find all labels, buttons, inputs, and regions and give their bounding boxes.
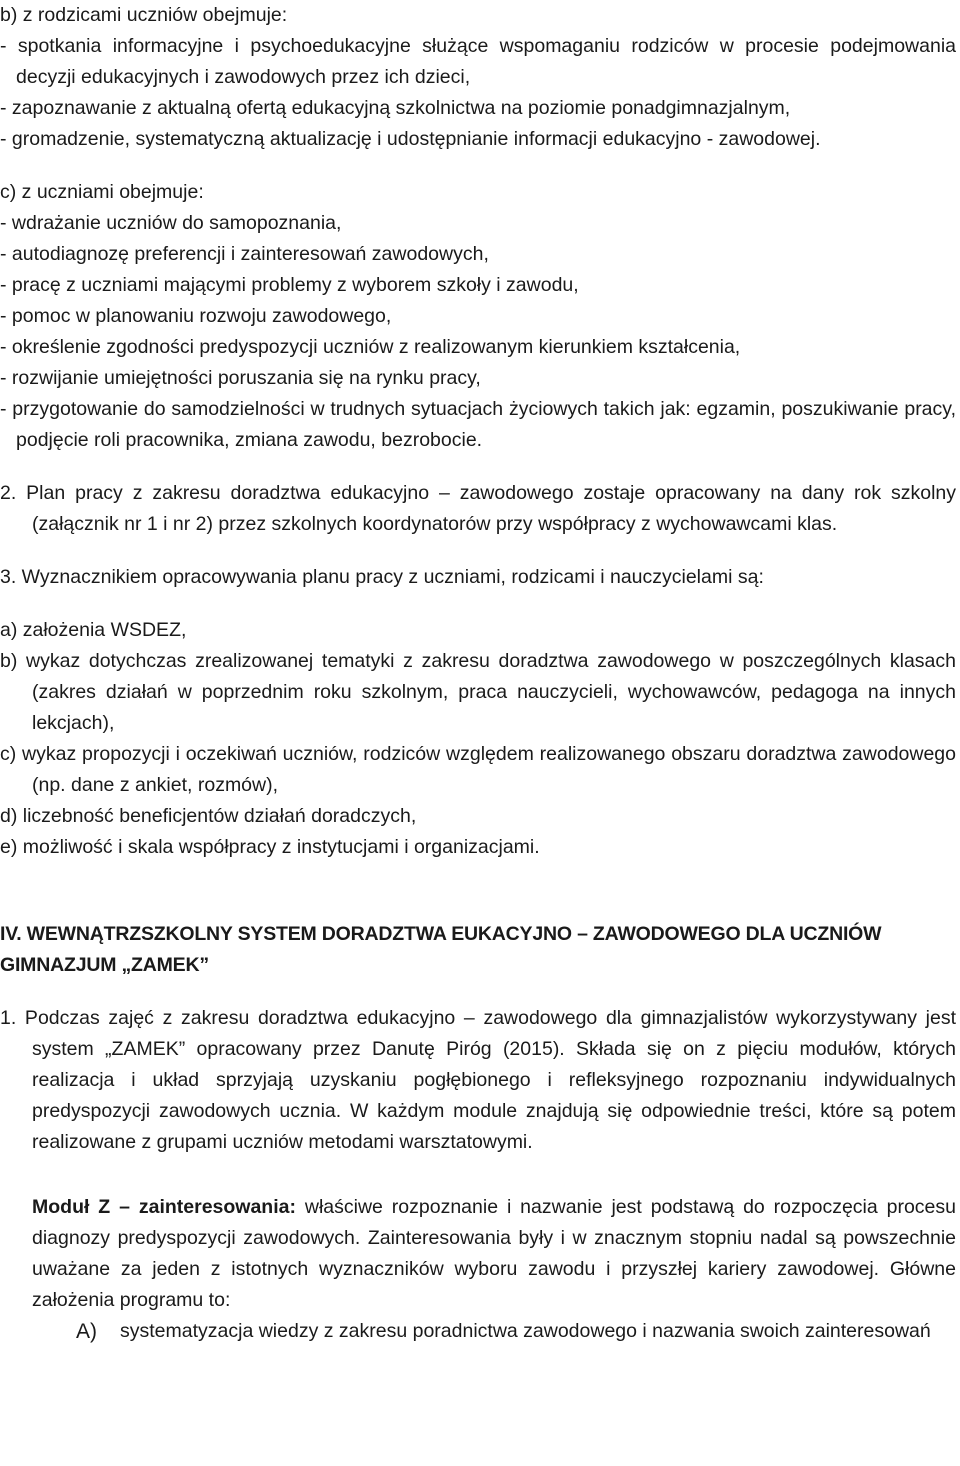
section-c-item-2: - autodiagnozę preferencji i zainteresowań zawodowych, [0,243,489,265]
point-3-item-c: c) wykaz propozycji i oczekiwań uczniów, rodziców względem realizowanego obszaru doradztwa zawodowego (np. dane z ankiet, rozmów), [0,743,956,796]
section-c-item-3: - pracę z uczniami mającymi problemy z wyborem szkoły i zawodu, [0,274,579,296]
section-c-item-5: - określenie zgodności predyspozycji uczniów z realizowanym kierunkiem kształcenia, [0,336,741,358]
section-iv-point-1: 1. Podczas zajęć z zakresu doradztwa edukacyjno – zawodowego dla gimnazjalistów wykorzystywany jest system „ZAMEK” opracowany przez Danutę Piróg (2015). Składa się on z pięciu modułów, których realizacja i układ sprzyjają uzyskaniu pogłębionego i refleksyjnego rozpoznaniu indywidualnych predyspozycji zawodowych ucznia. W każdym module znajdują się odpowiednie treści, które są potem realizowane z grupami uczniów metodami warsztatowymi. [0,1007,956,1153]
section-b-heading: b) z rodzicami uczniów obejmuje: [0,4,288,26]
section-b-item-3: - gromadzenie, systematyczną aktualizację i udostępnianie informacji edukacyjno - zawodowej. [0,128,821,150]
module-z-text: właściwe rozpoznanie i nazwanie jest podstawą do rozpoczęcia procesu diagnozy predyspozycji zawodowych. Zainteresowania były i w znacznym stopniu nadal są powszechnie uważane za jeden z istotnych wyznaczników wyboru zawodu i przyszłej kariery zawodowej. Główne założenia programu to: [32,1196,956,1311]
section-c-item-4: - pomoc w planowaniu rozwoju zawodowego, [0,305,392,327]
point-3-item-b: b) wykaz dotychczas zrealizowanej tematyki z zakresu doradztwa zawodowego w poszczególnych klasach (zakres działań w poprzednim roku szkolnym, praca nauczycieli, wychowawców, pedagoga na innych lekcjach), [0,650,956,734]
section-b-item-2: - zapoznawanie z aktualną ofertą edukacyjną szkolnictwa na poziomie ponadgimnazjalnym, [0,97,791,119]
list-item-label: A) [76,1320,97,1343]
module-z-list-item-a [0,1316,956,1347]
section-b-item-1: - spotkania informacyjne i psychoedukacyjne służące wspomaganiu rodziców w procesie podejmowania decyzji edukacyjnych i zawodowych przez ich dzieci, [0,35,956,88]
section-c-item-6: - rozwijanie umiejętności poruszania się na rynku pracy, [0,367,481,389]
section-iv-heading: IV. WEWNĄTRZSZKOLNY SYSTEM DORADZTWA EUKACYJNO – ZAWODOWEGO DLA UCZNIÓW GIMNAZJUM „ZAMEK” [0,923,882,976]
section-c-heading: c) z uczniami obejmuje: [0,181,204,203]
module-z-label: Moduł Z – zainteresowania: [32,1196,296,1218]
module-z-paragraph [0,1192,956,1316]
point-3-item-e: e) możliwość i skala współpracy z instytucjami i organizacjami. [0,836,540,858]
point-3-item-d: d) liczebność beneficjentów działań doradczych, [0,805,417,827]
point-3-item-a: a) założenia WSDEZ, [0,619,187,641]
list-item-text: systematyzacja wiedzy z zakresu poradnictwa zawodowego i nazwania swoich zainteresowań [120,1320,931,1342]
point-3-intro: 3. Wyznacznikiem opracowywania planu pracy z uczniami, rodzicami i nauczycielami są: [0,566,764,588]
section-c-item-1: - wdrażanie uczniów do samopoznania, [0,212,342,234]
section-c-item-7: - przygotowanie do samodzielności w trudnych sytuacjach życiowych takich jak: egzamin, poszukiwanie pracy, podjęcie roli pracownika, zmiana zawodu, bezrobocie. [0,398,956,451]
point-2-paragraph: 2. Plan pracy z zakresu doradztwa edukacyjno – zawodowego zostaje opracowany na dany rok szkolny (załącznik nr 1 i nr 2) przez szkolnych koordynatorów przy współpracy z wychowawcami klas. [0,482,956,535]
